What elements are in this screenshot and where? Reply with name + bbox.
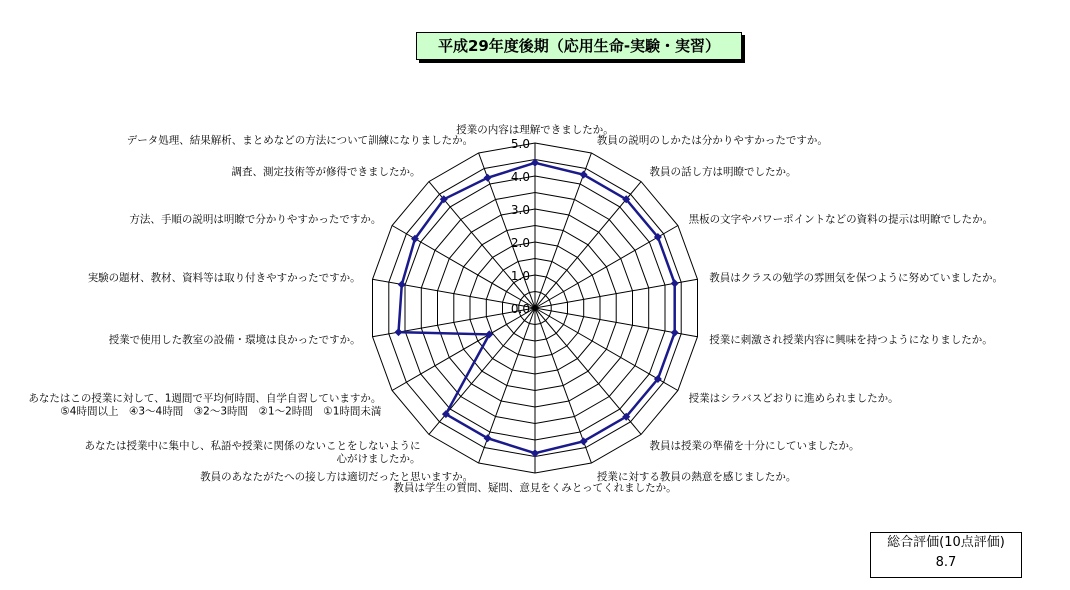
tick-label: 4.0 [510, 170, 530, 184]
overall-score-label: 総合評価(10点評価) [887, 535, 1005, 550]
axis-label: ⑤4時間以上 ④3～4時間 ③2～3時間 ②1～2時間 ①1時間未満 [60, 405, 382, 418]
tick-label: 2.0 [510, 236, 530, 250]
axis-label: 授業に対する教員の熱意を感じましたか。 [596, 471, 797, 484]
axis-label: 教員の話し方は明瞭でしたか。 [649, 165, 797, 178]
axis-label: あなたはこの授業に対して、1週間で平均何時間、自学自習していますか。 [28, 392, 382, 405]
axis-label: 授業で使用した教室の設備・環境は良かったですか。 [108, 334, 361, 347]
axis-label: 授業に刺激され授業内容に興味を持つようになりましたか。 [709, 334, 993, 347]
axis-label: 授業はシラバスどおりに進められましたか。 [688, 392, 899, 405]
radar-grid [373, 143, 698, 473]
tick-label: 1.0 [510, 269, 530, 283]
axis-label: 実験の題材、教材、資料等は取り付きやすかったですか。 [87, 271, 361, 284]
axis-label: 教員は授業の準備を十分にしていましたか。 [649, 440, 860, 453]
series-point [395, 328, 403, 336]
series-point [671, 329, 679, 337]
overall-score-box [870, 532, 1022, 578]
tick-label: 5.0 [510, 137, 530, 151]
axis-label: 授業の内容は理解できましたか。 [456, 124, 614, 136]
tick-label: 3.0 [510, 203, 530, 217]
axis-label: 方法、手順の説明は明瞭で分かりやすかったですか。 [129, 213, 382, 226]
tick-label: 0.0 [510, 302, 530, 316]
axis-label: データ処理、結果解析、まとめなどの方法について訓練になりましたか。 [126, 134, 474, 147]
axis-label: 調査、測定技術等が修得できましたか。 [231, 165, 421, 178]
axis-label: 黒板の文字やパワーポイントなどの資料の提示は明瞭でしたか。 [688, 213, 994, 226]
axis-label: 心がけましたか。 [336, 453, 421, 466]
overall-score-value: 8.7 [935, 555, 957, 570]
axis-label: 教員のあなたがたへの接し方は適切だったと思いますか。 [200, 471, 474, 484]
series-point [671, 279, 679, 287]
chart-title: 平成29年度後期（応用生命-実験・実習） [416, 32, 742, 60]
axis-label: 教員はクラスの勉学の雰囲気を保つように努めていましたか。 [709, 271, 1003, 284]
axis-label: あなたは授業中に集中し、私語や授業に関係のないことをしないように [84, 440, 421, 453]
axis-label: 教員は学生の質問、疑問、意見をくみとってくれましたか。 [393, 482, 677, 494]
axis-label: 教員の説明のしかたは分かりやすかったですか。 [596, 134, 828, 147]
